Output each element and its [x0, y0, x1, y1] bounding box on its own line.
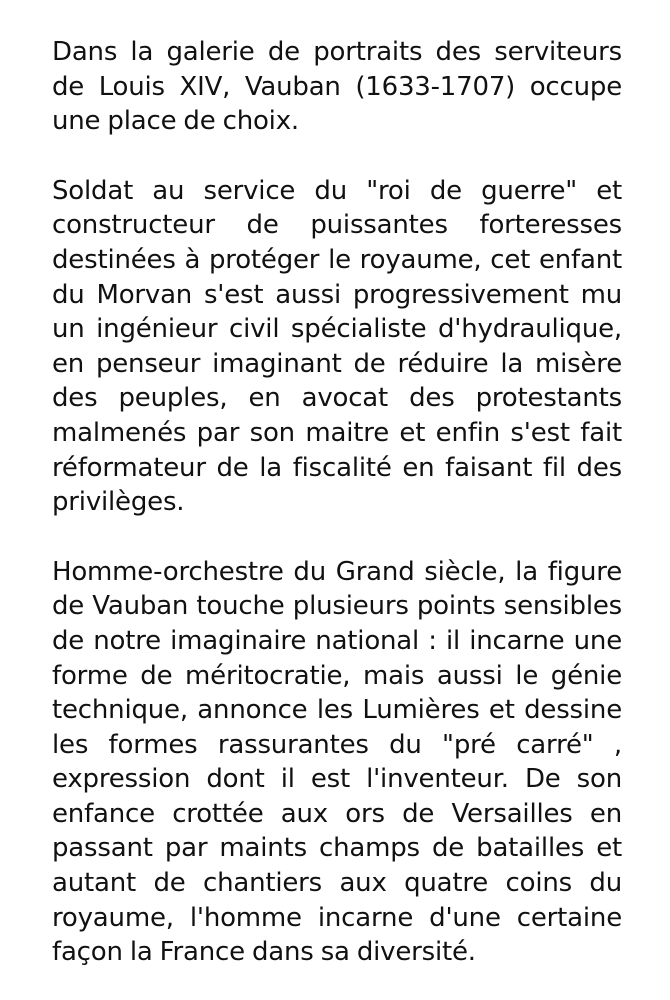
paragraph-intro: Dans la galerie de portraits des serviteurs de Louis XIV, Vauban (1633-1707) occupe une place de choix.: [52, 37, 622, 137]
paragraph-legacy: Homme-orchestre du Grand siècle, la figure de Vauban touche plusieurs points sensibles de notre imaginaire national : il incarne une forme de méritocratie, mais aussi le génie technique, annonce les Lumières et dessine les formes rassurantes du "pré carré" , expression dont il est l'inventeur. De son enfance crottée aux ors de Versailles en passant par maints champs de batailles et autant de chantiers aux quatre coins du royaume, l'homme incarne d'une certaine façon la France dans sa diversité.: [52, 556, 622, 968]
paragraph-career: Soldat au service du "roi de guerre" et constructeur de puissantes forteresses destinées à protéger le royaume, cet enfant du Morvan s'est aussi progressivement mu un ingénieur civil spécialiste d'hydraulique, en penseur imaginant de réduire la misère des peuples, en avocat des protestants malmenés par son maitre et enfin s'est fait réformateur de la fiscalité en faisant fil des privilèges.: [52, 175, 622, 518]
document-page: [52, 35, 622, 970]
